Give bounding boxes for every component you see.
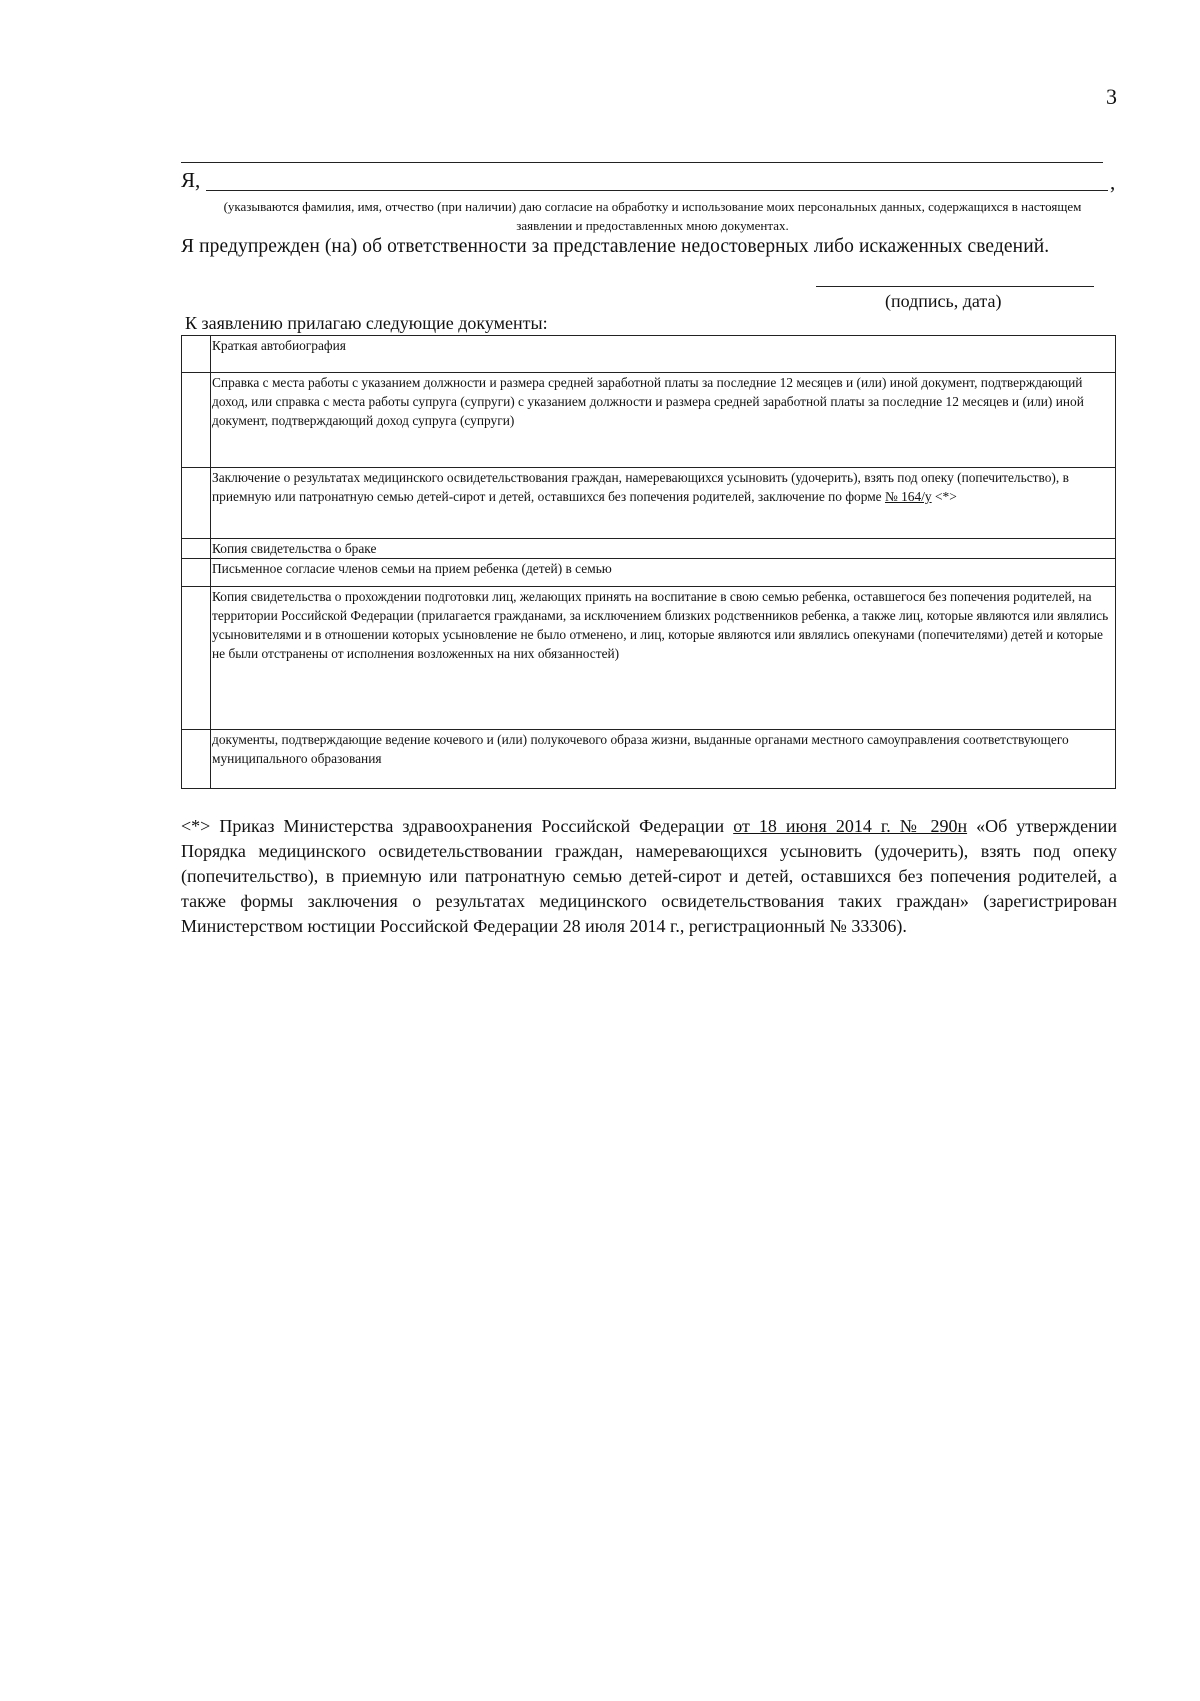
footnote — [181, 814, 1117, 939]
document-row — [182, 468, 1116, 539]
document-text-before: Заключение о результатах медицинского освидетельствования граждан, намеревающихся усыновить (удочерить), взять под опеку (попечительство), в приемную или патронатную семью детей-сирот и детей, оставшихся без попечения родителей, заключение по форме — [212, 470, 1069, 504]
document-checkbox-cell[interactable] — [182, 539, 211, 559]
document-text: Копия свидетельства о браке — [211, 539, 1116, 559]
document-row — [182, 587, 1116, 730]
document-text: Справка с места работы с указанием должности и размера средней заработной платы за последние 12 месяцев и (или) иной документ, подтверждающий доход, или справка с места работы супруга (супруги) с указанием должности и размера средней заработной платы за последние 12 месяцев и (или) иной документ, подтверждающий доход супруга (супруги) — [211, 373, 1116, 468]
document-row — [182, 559, 1116, 587]
order-reference-link[interactable]: от 18 июня 2014 г. № 290н — [733, 816, 968, 836]
document-text: документы, подтверждающие ведение кочевого и (или) полукочевого образа жизни, выданные органами местного самоуправления соответствующего муниципального образования — [211, 730, 1116, 789]
document-row — [182, 730, 1116, 789]
document-checkbox-cell[interactable] — [182, 730, 211, 789]
footnote-part2: «Об утверждении Порядка медицинского освидетельствовании граждан, намеревающихся усыновить (удочерить), взять под опеку (попечительство), в приемную или патронатную семью детей-сирот и детей, оставшихся без попечения родителей, а также формы заключения о результатах медицинского освидетельствования таких граждан» (зарегистрирован Министерством юстиции Российской Федерации 28 июля 2014 г., регистрационный № 33306). — [181, 816, 1117, 936]
applicant-prefix: Я, — [181, 168, 201, 192]
document-row — [182, 539, 1116, 559]
document-text — [211, 468, 1116, 539]
attachments-title: К заявлению прилагаю следующие документы: — [185, 313, 548, 333]
document-checkbox-cell[interactable] — [182, 336, 211, 373]
responsibility-warning: Я предупрежден (на) об ответственности за представление недостоверных либо искаженных сведений. — [181, 236, 1050, 257]
consent-note: (указываются фамилия, имя, отчество (при наличии) даю согласие на обработку и использование моих персональных данных, содержащихся в настоящем заявлении и предоставленных мною документах. — [223, 199, 1082, 233]
page-number: 3 — [1106, 84, 1117, 109]
footnote-part1: <*> Приказ Министерства здравоохранения Российской Федерации — [181, 816, 734, 836]
documents-table — [181, 335, 1116, 789]
top-rule — [181, 162, 1103, 163]
document-checkbox-cell[interactable] — [182, 559, 211, 587]
document-checkbox-cell[interactable] — [182, 373, 211, 468]
document-text: Копия свидетельства о прохождении подготовки лиц, желающих принять на воспитание в свою семью ребенка, оставшегося без попечения родителей, на территории Российской Федерации (прилагается гражданами, за исключением близких родственников ребенка, а также лиц, которые являются или являлись усыновителями и в отношении которых усыновление не было отменено, и лиц, которые являются или являлись опекунами (попечителями) детей и которые не были отстранены от исполнения возложенных на них обязанностей) — [211, 587, 1116, 730]
document-checkbox-cell[interactable] — [182, 587, 211, 730]
document-text: Письменное согласие членов семьи на прием ребенка (детей) в семью — [211, 559, 1116, 587]
signature-caption: (подпись, дата) — [885, 291, 1002, 311]
document-row — [182, 373, 1116, 468]
form-164-link[interactable]: № 164/у — [884, 489, 932, 504]
document-text: Краткая автобиография — [211, 336, 1116, 373]
document-text-after: <*> — [931, 489, 957, 504]
signature-line[interactable] — [816, 286, 1094, 287]
trailing-comma: , — [1110, 170, 1116, 194]
document-row — [182, 336, 1116, 373]
applicant-name-line[interactable] — [206, 190, 1108, 191]
document-checkbox-cell[interactable] — [182, 468, 211, 539]
